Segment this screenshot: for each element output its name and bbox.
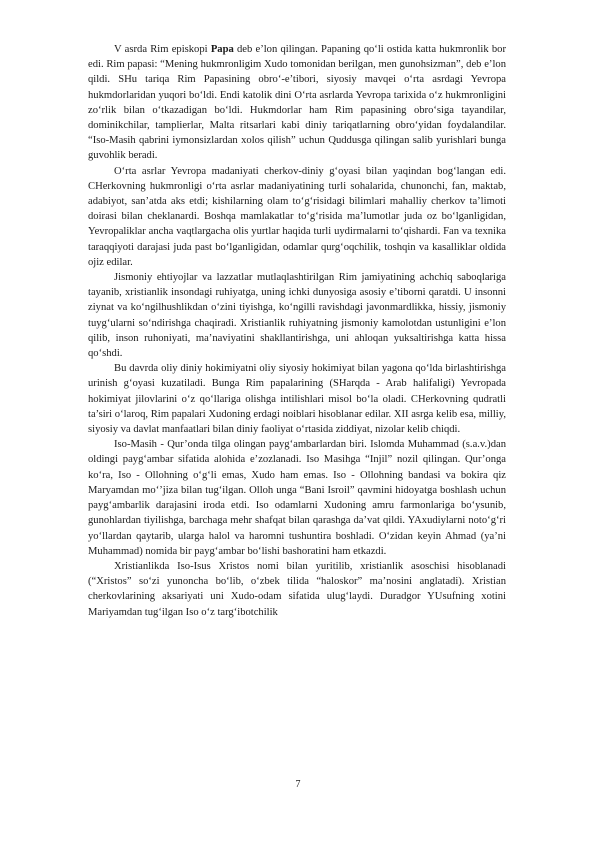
page-number: 7: [295, 779, 301, 790]
document-page: [88, 42, 506, 620]
paragraph: Iso-Masih - Qur’onda tilga olingan payg‘ambarlardan biri. Islomda Muhammad (s.a.v.)dan oldingi payg‘ambar sifatida alohida e’zozlanadi. Iso Masihga “Injil” nozil qilingan. Qur’onga ko‘ra, Iso - Ollohning o‘g‘li emas, Xudo ham emas. Iso - Ollohning bandasi va bokira qiz Maryamdan mo‘’jiza bilan tug‘ilgan. Olloh unga “Bani Isroil” qavmini hidoyatga boshlash uchun payg‘ambarlik darajasini iroda etdi. Iso odamlarni Xudoning amru farmonlariga bo‘ysunib, gunohlardan tiyilishga, barchaga mehr shafqat bilan qarashga da’vat qildi. YAxudiylarni noto‘g‘ri yo‘llardan qaytarib, ularga halol va haromni tushuntira boshladi. O‘zidan keyin Ahmad (ya’ni Muhammad) nomida bir payg‘ambar bo‘lishi bashoratini ham etkazdi.: [88, 439, 506, 557]
paragraph: V asrda Rim episkopi Papa deb e’lon qilingan. Papaning qo‘li ostida katta hukmronlik bor edi. Rim papasi: “Mening hukmronligim Xudo tomonidan berilgan, men gunohsizman”, deb e’lon qildi. SHu tariqa Rim Papasining obro‘-e’tibori, siyosiy mavqei o‘rta asrdagi Yevropa hukmdorlaridan yuqori bo‘ldi. Endi katolik dini O‘rta asrlarda Yevropa tarixida o‘z hukmronligini zo‘rlik bilan o‘tkazadigan bo‘ldi. Hukmdorlar ham Rim papasining obro‘siga tayandilar, dominikchilar, tamplierlar, Malta ritsarlari kabi diniy tariqatlarning obro‘yidan foydalandilar. “Iso-Masih qabrini iymonsizlardan xolos qilish” uchun Quddusga qilingan salib yurishlari bunga guvohlik beradi.: [88, 44, 506, 162]
paragraph: Bu davrda oliy diniy hokimiyatni oliy siyosiy hokimiyat bilan yagona qo‘lda birlashtirishga urinish g‘oyasi kuzatiladi. Bunga Rim papalarining (SHarqda - Arab halifaligi) Yevropada hokimiyat jilovlarini o‘z qo‘llariga olishga intilishlari misol bo‘la oladi. CHerkovning qudratli ta’siri o‘laroq, Rim papalari Xudoning erdagi noiblari hisoblanar edilar. XII asrga kelib esa, milliy, siyosiy va davlat manfaatlari bilan diniy faoliyat o‘rtasida ziddiyat, nizolar kelib chiqdi.: [88, 363, 506, 436]
paragraph: O‘rta asrlar Yevropa madaniyati cherkov-diniy g‘oyasi bilan yaqindan bog‘langan edi. CHerkovning hukmronligi o‘rta asrlar madaniyatining turli sohalarida, chunonchi, fan, maktab, adabiyot, san’atda aks etdi; kishilarning olam to‘g‘risidagi bilimlari mahalliy cherkov ta’limoti doirasi bilan cheklanardi. Boshqa mamlakatlar to‘g‘risida ma’lumotlar juda oz bo‘lganligidan, Yevropaliklar ancha vaqtlargacha olis yurtlar haqida turli uydirmalarni to‘qishardi. Fan va texnika taraqqiyoti darajasi juda past bo‘lganligidan, odamlar qurg‘oqchilik, toshqin va kasalliklar oldida ojiz edilar.: [88, 165, 506, 268]
paragraph: Jismoniy ehtiyojlar va lazzatlar mutlaqlashtirilgan Rim jamiyatining achchiq saboqlariga tayanib, xristianlik insondagi ruhiyatga, uning ichki dunyosiga asosiy e’tiborni qaratdi. U insonni ziynat va ko‘ngilhushlikdan o‘zini tiyishga, ko‘ngilli ravishdagi javonmardlikka, hissiy, jismoniy tuyg‘ularni so‘ndirishga chaqiradi. Xristianlik ruhiyatning jismoniy kamolotdan ustunligini e’lon qilib, inson ruhoniyati, ma’naviyatini shakllantirishga, uni ahloqan yuksaltirishga katta hissa qo‘shdi.: [88, 272, 506, 360]
bold-term: Papa: [210, 44, 234, 55]
paragraph: Xristianlikda Iso-Isus Xristos nomi bilan yuritilib, xristianlik asoschisi hisoblanadi (“Xristos” so‘zi yunoncha bo‘lib, o‘zbek tilida “haloskor” ma’nosini anglatadi). Xristian cherkovlarining aksariyati uni Xudo-odam sifatida ulug‘laydi. Duradgor YUsufning xotini Mariyamdan tug‘ilgan Iso o‘z targ‘ibotchilik: [88, 560, 506, 618]
